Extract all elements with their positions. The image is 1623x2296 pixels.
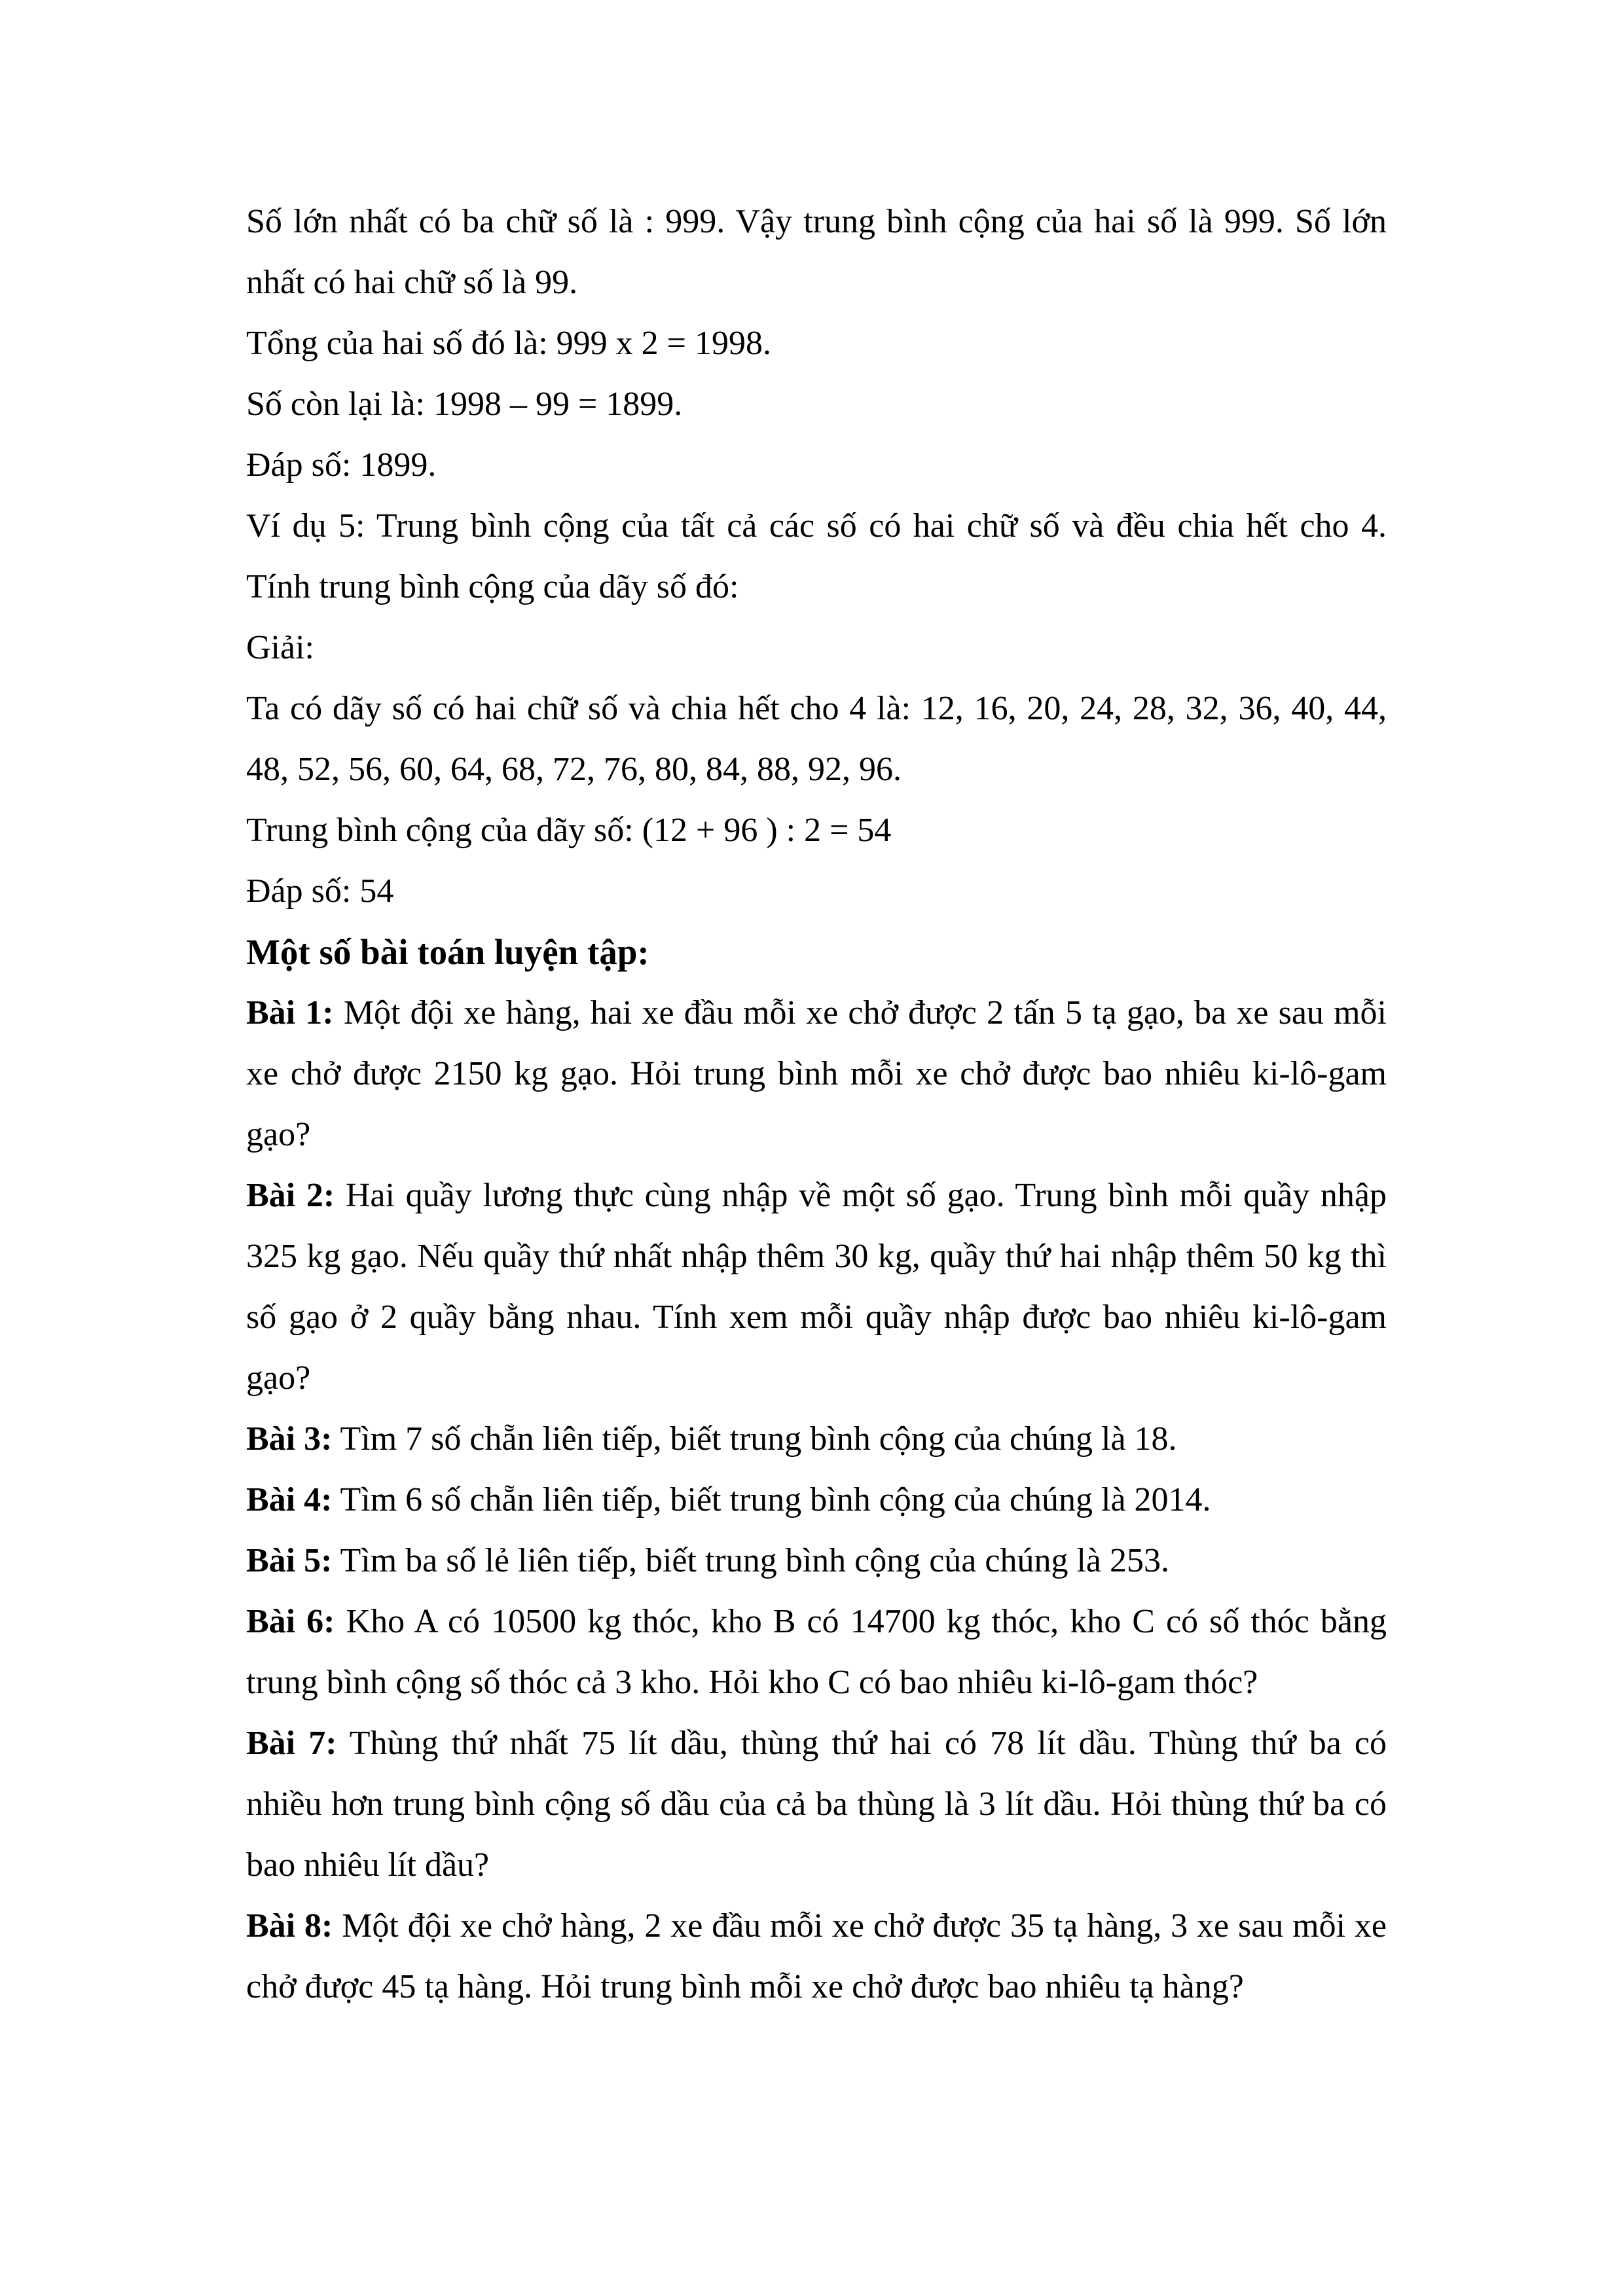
problem-label: Bài 1: bbox=[246, 994, 334, 1031]
problem-3 bbox=[246, 1408, 1387, 1469]
example-5-sequence: Ta có dãy số có hai chữ số và chia hết cho 4 là: 12, 16, 20, 24, 28, 32, 36, 40, 44, 48, 52, 56, 60, 64, 68, 72, 76, 80, 84, 88, 92, 96. bbox=[246, 690, 1387, 788]
remaining-number-line: Số còn lại là: 1998 – 99 = 1899. bbox=[246, 386, 683, 423]
problem-label: Bài 4: bbox=[246, 1481, 333, 1518]
problem-text: Tìm ba số lẻ liên tiếp, biết trung bình cộng của chúng là 253. bbox=[332, 1542, 1169, 1579]
problem-2 bbox=[246, 1165, 1387, 1408]
sum-line: Tổng của hai số đó là: 999 x 2 = 1998. bbox=[246, 325, 771, 362]
example-5-average: Trung bình cộng của dãy số: (12 + 96 ) : 2 = 54 bbox=[246, 812, 892, 849]
problem-label: Bài 2: bbox=[246, 1177, 335, 1214]
example-5-question: Ví dụ 5: Trung bình cộng của tất cả các số có hai chữ số và đều chia hết cho 4. Tính trung bình cộng của dãy số đó: bbox=[246, 507, 1387, 605]
solution-label: Giải: bbox=[246, 629, 314, 666]
problem-label: Bài 5: bbox=[246, 1542, 333, 1579]
problem-text: Hai quầy lương thực cùng nhập về một số gạo. Trung bình mỗi quầy nhập 325 kg gạo. Nếu quầy thứ nhất nhập thêm 30 kg, quầy thứ hai nhập thêm 50 kg thì số gạo ở 2 quầy bằng nhau. Tính xem mỗi quầy nhập được bao nhiêu ki-lô-gam gạo? bbox=[246, 1177, 1387, 1397]
problem-text: Thùng thứ nhất 75 lít dầu, thùng thứ hai có 78 lít dầu. Thùng thứ ba có nhiều hơn trung bình cộng số dầu của cả ba thùng là 3 lít dầu. Hỏi thùng thứ ba có bao nhiêu lít dầu? bbox=[246, 1725, 1387, 1884]
problem-text: Tìm 7 số chẵn liên tiếp, biết trung bình cộng của chúng là 18. bbox=[332, 1420, 1177, 1458]
problem-6 bbox=[246, 1591, 1387, 1713]
problem-8 bbox=[246, 1895, 1387, 2017]
problem-text: Tìm 6 số chẵn liên tiếp, biết trung bình cộng của chúng là 2014. bbox=[332, 1481, 1211, 1518]
example-5-answer: Đáp số: 54 bbox=[246, 872, 394, 910]
problem-label: Bài 6: bbox=[246, 1603, 335, 1640]
problem-7 bbox=[246, 1713, 1387, 1895]
problem-text: Kho A có 10500 kg thóc, kho B có 14700 kg thóc, kho C có số thóc bằng trung bình cộng số thóc cả 3 kho. Hỏi kho C có bao nhiêu ki-lô-gam thóc? bbox=[246, 1603, 1387, 1701]
problem-label: Bài 3: bbox=[246, 1420, 333, 1458]
problem-label: Bài 7: bbox=[246, 1725, 337, 1762]
problem-text: Một đội xe chở hàng, 2 xe đầu mỗi xe chở được 35 tạ hàng, 3 xe sau mỗi xe chở được 45 tạ hàng. Hỏi trung bình mỗi xe chở được bao nhiêu tạ hàng? bbox=[246, 1907, 1387, 2005]
problem-1 bbox=[246, 982, 1387, 1165]
problem-5 bbox=[246, 1530, 1387, 1591]
document-page bbox=[246, 191, 1387, 2017]
problem-label: Bài 8: bbox=[246, 1907, 333, 1945]
problem-4 bbox=[246, 1469, 1387, 1530]
practice-heading: Một số bài toán luyện tập: bbox=[246, 932, 649, 972]
problem-text: Một đội xe hàng, hai xe đầu mỗi xe chở được 2 tấn 5 tạ gạo, ba xe sau mỗi xe chở được 2150 kg gạo. Hỏi trung bình mỗi xe chở được bao nhiêu ki-lô-gam gạo? bbox=[246, 994, 1387, 1153]
answer-line: Đáp số: 1899. bbox=[246, 446, 437, 484]
solution-paragraph: Số lớn nhất có ba chữ số là : 999. Vậy trung bình cộng của hai số là 999. Số lớn nhất có hai chữ số là 99. bbox=[246, 203, 1387, 301]
